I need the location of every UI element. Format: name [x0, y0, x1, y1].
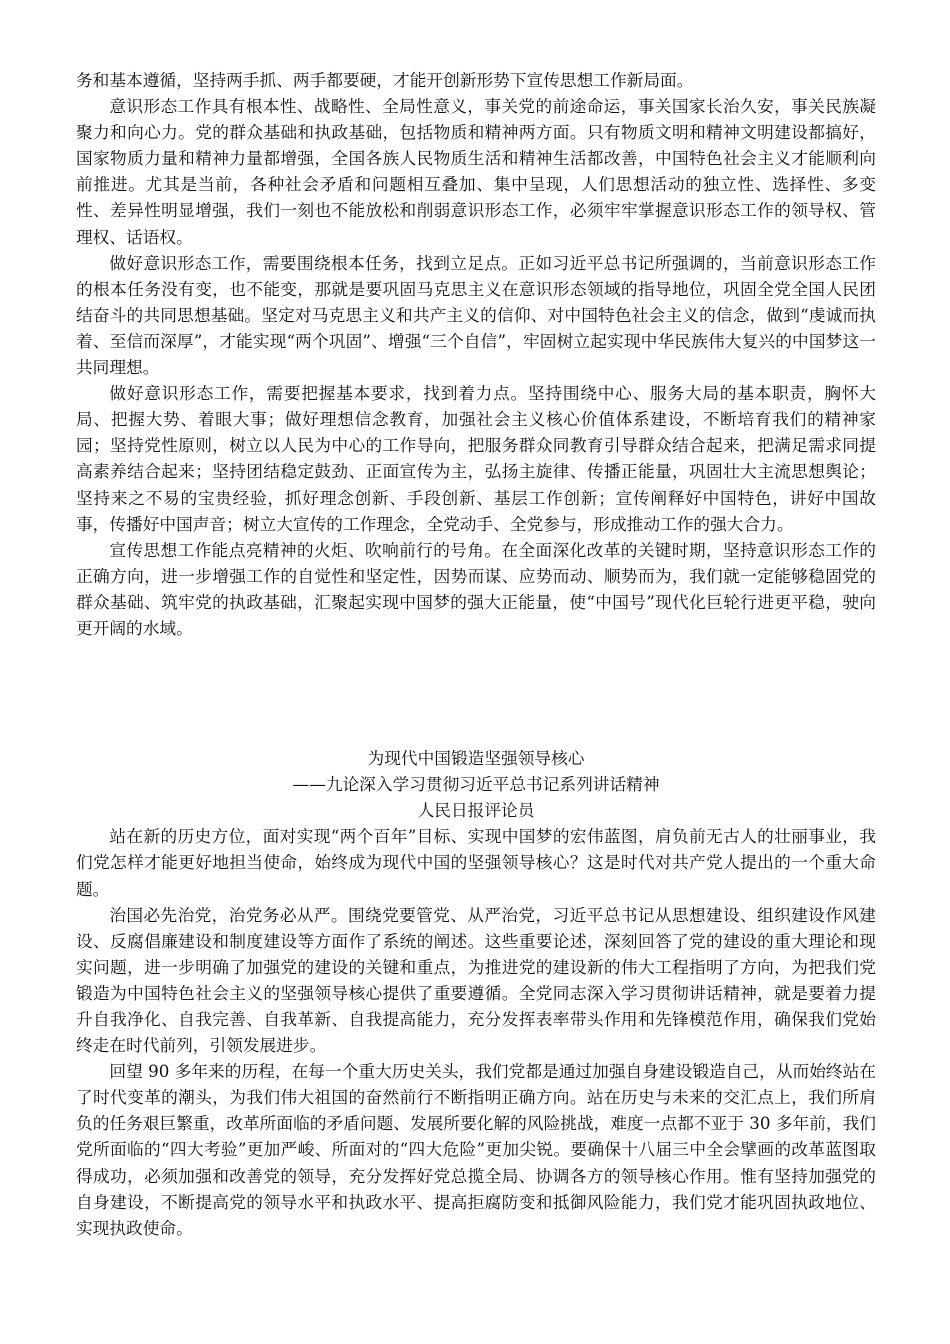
- paragraph: 做好意识形态工作，需要围绕根本任务，找到立足点。正如习近平总书记所强调的，当前意识形态工作的根本任务没有变，也不能变，那就是要巩固马克思主义在意识形态领域的指导地位，巩固全党全国人民团结奋斗的共同思想基础。坚定对马克思主义和共产主义的信仰、对中国特色社会主义的信念，做到“虔诚而执着、至信而深厚”，才能实现“两个巩固”、增强“三个自信”，牢固树立起实现中华民族伟大复兴的中国梦这一共同理想。: [76, 252, 876, 378]
- article-title: 为现代中国锻造坚强领导核心: [367, 748, 585, 769]
- paragraph: 宣传思想工作能点亮精神的火炬、吹响前行的号角。在全面深化改革的关键时期，坚持意识形态工作的正确方向，进一步增强工作的自觉性和坚定性，因势而谋、应势而动、顺势而为，我们就一定能够稳固党的群众基础、筑牢党的执政基础，汇聚起实现中国梦的强大正能量，使“中国号”现代化巨轮行进更平稳，驶向更开阔的水域。: [76, 539, 876, 638]
- paragraph: 治国必先治党，治党务必从严。围绕党要管党、从严治党，习近平总书记从思想建设、组织建设作风建设、反腐倡廉建设和制度建设等方面作了系统的阐述。这些重要论述，深刻回答了党的建设的重大理论和现实问题，进一步明确了加强党的建设的关键和重点，为推进党的建设新的伟大工程指明了方向，为把我们党锻造为中国特色社会主义的坚强领导核心提供了重要遵循。全党同志深入学习贯彻讲话精神，就是要着力提升自我净化、自我完善、自我革新、自我提高能力，充分发挥表率带头作用和先锋模范作用，确保我们党始终走在时代前列，引领发展进步。: [76, 904, 876, 1056]
- document-page: [76, 67, 876, 1241]
- paragraph: 务和基本遵循，坚持两手抓、两手都要硬，才能开创新形势下宣传思想工作新局面。: [76, 70, 694, 90]
- paragraph: 站在新的历史方位，面对实现“两个百年”目标、实现中国梦的宏伟蓝图，肩负前无古人的壮丽事业，我们党怎样才能更好地担当使命，始终成为现代中国的坚强领导核心？这是时代对共产党人提出的一个重大命题。: [76, 826, 876, 899]
- article-author: 人民日报评论员: [417, 800, 535, 821]
- article-subtitle: ——九论深入学习贯彻习近平总书记系列讲话精神: [292, 774, 660, 795]
- section-spacer: [76, 641, 876, 745]
- paragraph: 意识形态工作具有根本性、战略性、全局性意义，事关党的前途命运，事关国家长治久安，事关民族凝聚力和向心力。党的群众基础和执政基础，包括物质和精神两方面。只有物质文明和精神文明建设都搞好，国家物质力量和精神力量都增强，全国各族人民物质生活和精神生活都改善，中国特色社会主义才能顺利向前推进。尤其是当前，各种社会矛盾和问题相互叠加、集中呈现，人们思想活动的独立性、选择性、多变性、差异性明显增强，我们一刻也不能放松和削弱意识形态工作，必须牢牢掌握意识形态工作的领导权、管理权、话语权。: [76, 96, 876, 247]
- paragraph: 做好意识形态工作，需要把握基本要求，找到着力点。坚持围绕中心、服务大局的基本职责，胸怀大局、把握大势、着眼大事；做好理想信念教育，加强社会主义核心价值体系建设，不断培育我们的精神家园；坚持党性原则，树立以人民为中心的工作导向，把服务群众同教育引导群众结合起来，把满足需求同提高素养结合起来；坚持团结稳定鼓劲、正面宣传为主，弘扬主旋律、传播正能量，巩固壮大主流思想舆论；坚持来之不易的宝贵经验，抓好理念创新、手段创新、基层工作创新；宣传阐释好中国特色，讲好中国故事，传播好中国声音；树立大宣传的工作理念，全党动手、全党参与，形成推动工作的强大合力。: [76, 383, 876, 534]
- paragraph: 回望 90 多年来的历程，在每一个重大历史关头，我们党都是通过加强自身建设锻造自己，从而始终站在了时代变革的潮头，为我们伟大祖国的奋然前行不断指明正确方向。站在历史与未来的交汇点上，我们所肩负的任务艰巨繁重，改革所面临的矛盾问题、发展所要化解的风险挑战，难度一点都不亚于 30 多年前，我们党所面临的“四大考验”更加严峻、所面对的“四大危险”更加尖锐。要确保十八届三中全会擘画的改革蓝图取得成功，必须加强和改善党的领导，充分发挥好党总揽全局、协调各方的领导核心作用。惟有坚持加强党的自身建设，不断提高党的领导水平和执政水平、提高拒腐防变和抵御风险能力，我们党才能巩固执政地位、实现执政使命。: [76, 1061, 876, 1238]
